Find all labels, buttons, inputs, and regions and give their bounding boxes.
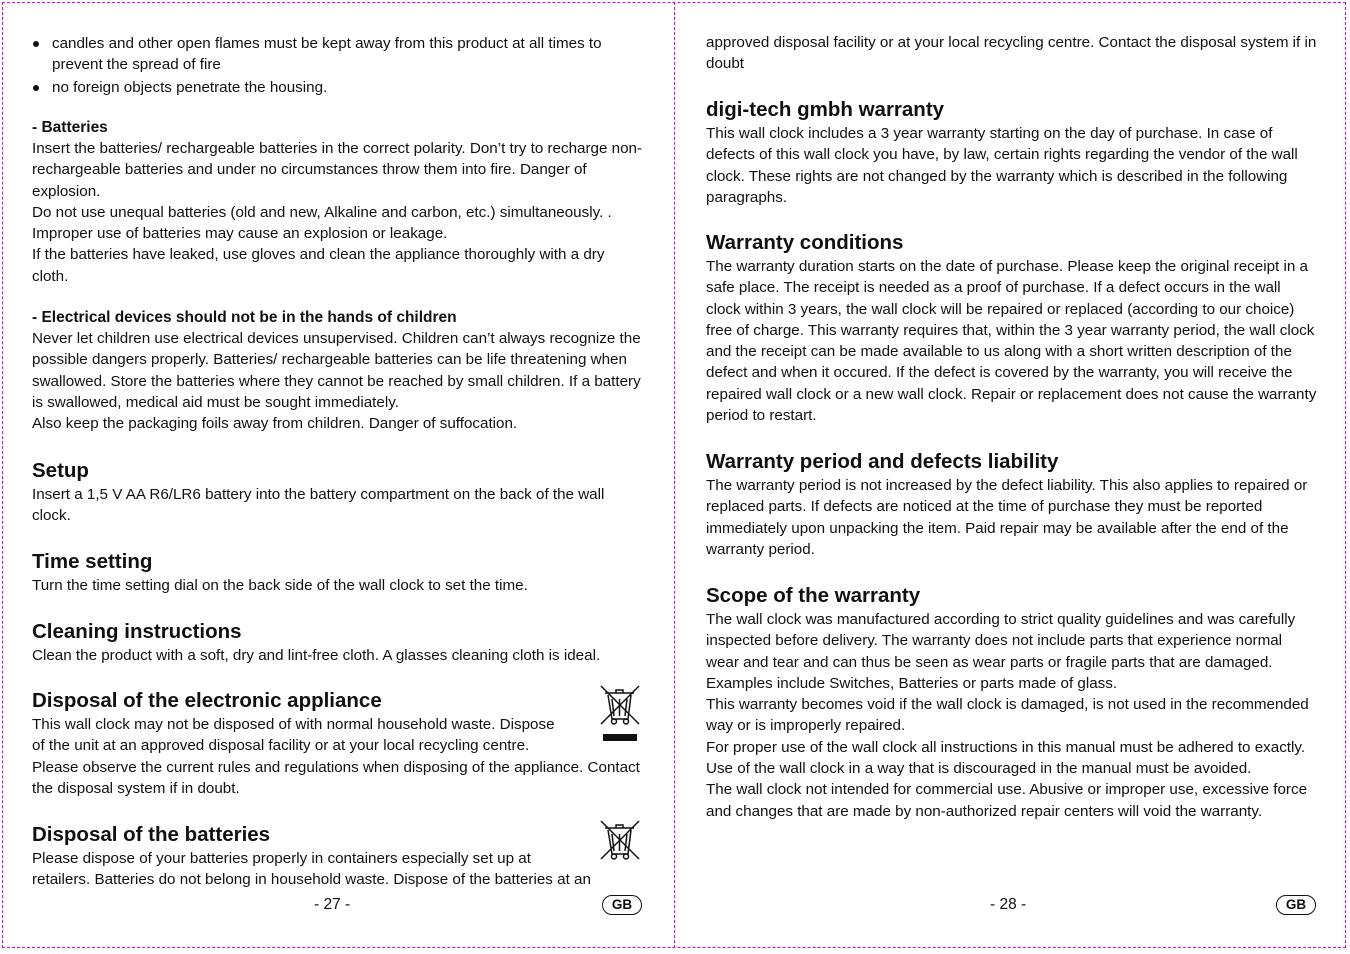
warranty-period-heading: Warranty period and defects liability <box>706 450 1059 473</box>
list-item: candles and other open flames must be kept away from this product at all times to prevent the spread of fire <box>32 33 644 76</box>
batteries-heading: - Batteries <box>32 119 108 136</box>
warranty-scope-section <box>706 583 1318 822</box>
cleaning-text: Clean the product with a soft, dry and lint-free cloth. A glasses cleaning cloth is ideal. <box>32 647 601 664</box>
children-paragraph: Also keep the packaging foils away from children. Danger of suffocation. <box>32 415 518 433</box>
disposal-appliance-line: of the unit at an approved disposal facility or at your local recycling centre. <box>32 737 530 755</box>
page-number: - 28 - <box>990 896 1027 913</box>
warranty-text: This wall clock includes a 3 year warranty starting on the day of purchase. In case of defects of this wall clock you have, by law, certain rights regarding the vendor of the wall clock. These rights are not changed by the warranty which is described in the following paragraphs. <box>706 125 1298 206</box>
batteries-paragraph: If the batteries have leaked, use gloves and clean the appliance thoroughly with a dry cloth. <box>32 246 605 285</box>
language-badge: GB <box>1276 895 1316 915</box>
weee-bin-icon <box>598 818 644 864</box>
safety-bullet-list <box>32 33 644 98</box>
warranty-conditions-text: The warranty duration starts on the date of purchase. Please keep the original receipt in a safe place. The receipt is needed as a proof of purchase. If a defect occurs in the wall clock within 3 years, the wall clock will be repaired or replaced (according to our choice) free of charge. This warranty requires that, within the 3 year warranty period, the wall clock and the receipt can be made available to us along with a short written description of the defect and when it occured. If the defect is covered by the warranty, you will receive the repaired wall clock or a new wall clock. Repair or replacement does not cause the warranty period to restart. <box>706 258 1317 425</box>
time-setting-text: Turn the time setting dial on the back side of the wall clock to set the time. <box>32 577 528 594</box>
batteries-paragraph: Insert the batteries/ rechargeable batteries in the correct polarity. Don’t try to recharge non-rechargeable batteries and under no circumstances throw them into fire. Danger of explosion. <box>32 140 643 200</box>
warranty-period-section <box>706 449 1318 560</box>
disposal-batteries-line: Please dispose of your batteries properly in containers especially set up at <box>32 850 531 867</box>
warranty-scope-paragraph: This warranty becomes void if the wall clock is damaged, is not used in the recommended way or is improperly repaired. <box>706 696 1309 735</box>
disposal-batteries-heading: Disposal of the batteries <box>32 823 271 846</box>
continuation-text: approved disposal facility or at your local recycling centre. Contact the disposal system if in doubt <box>706 34 1317 73</box>
setup-section <box>32 458 644 527</box>
setup-text: Insert a 1,5 V AA R6/LR6 battery into the battery compartment on the back of the wall clock. <box>32 486 605 525</box>
children-section <box>32 307 644 434</box>
warranty-conditions-section <box>706 230 1318 426</box>
warranty-scope-paragraph: The wall clock not intended for commercial use. Abusive or improper use, excessive force and changes that are made by non-authorized repair centers will void the warranty. <box>706 781 1308 820</box>
language-badge: GB <box>602 895 642 915</box>
disposal-batteries-section <box>32 822 644 891</box>
children-heading: - Electrical devices should not be in the hands of children <box>32 309 457 326</box>
time-setting-section <box>32 549 644 596</box>
disposal-appliance-text: Please observe the current rules and regulations when disposing of the appliance. Contact the disposal system if in doubt. <box>32 758 640 797</box>
batteries-paragraph: Do not use unequal batteries (old and new, Alkaline and carbon, etc.) simultaneously. . Improper use of batteries may cause an explosion or leakage. <box>32 203 612 243</box>
cleaning-section <box>32 619 644 666</box>
disposal-batteries-line: retailers. Batteries do not belong in household waste. Dispose of the batteries at an <box>32 871 591 889</box>
page-number: - 27 - <box>314 896 351 913</box>
time-setting-heading: Time setting <box>32 550 153 573</box>
warranty-scope-paragraph: For proper use of the wall clock all instructions in this manual must be adhered to exactly. Use of the wall clock in a way that is discouraged in the manual must be avoided. <box>706 738 1306 778</box>
warranty-heading: digi-tech gmbh warranty <box>706 98 945 121</box>
cleaning-heading: Cleaning instructions <box>32 620 242 643</box>
disposal-appliance-section <box>32 688 644 799</box>
batteries-section <box>32 117 644 287</box>
warranty-scope-heading: Scope of the warranty <box>706 584 921 607</box>
page-divider <box>674 2 675 948</box>
disposal-appliance-heading: Disposal of the electronic appliance <box>32 689 382 712</box>
warranty-conditions-heading: Warranty conditions <box>706 231 904 254</box>
warranty-section <box>706 97 1318 208</box>
disposal-appliance-line: This wall clock may not be disposed of with normal household waste. Dispose <box>32 716 555 733</box>
list-item: no foreign objects penetrate the housing. <box>32 77 644 98</box>
warranty-scope-paragraph: The wall clock was manufactured according to strict quality guidelines and was carefully inspected before delivery. The warranty does not include parts that experience normal wear and tear and can thus be seen as wear parts or fragile parts that are damaged. Examples include Switches, Batteries or parts made of glass. <box>706 611 1296 692</box>
weee-bin-icon <box>598 683 644 745</box>
warranty-period-text: The warranty period is not increased by the defect liability. This also applies to repaired or replaced parts. If defects are noticed at the time of purchase they must be reported immediately upon unpacking the item. Paid repair may be available after the end of the warranty period. <box>706 477 1308 558</box>
children-paragraph: Never let children use electrical devices unsupervised. Children can’t always recognize the possible dangers properly. Batteries/ rechargeable batteries can be life threatening when swallowed. Store the batteries where they cannot be reached by small children. If a battery is swallowed, medical aid must be sought immediately. <box>32 330 641 411</box>
setup-heading: Setup <box>32 459 89 482</box>
